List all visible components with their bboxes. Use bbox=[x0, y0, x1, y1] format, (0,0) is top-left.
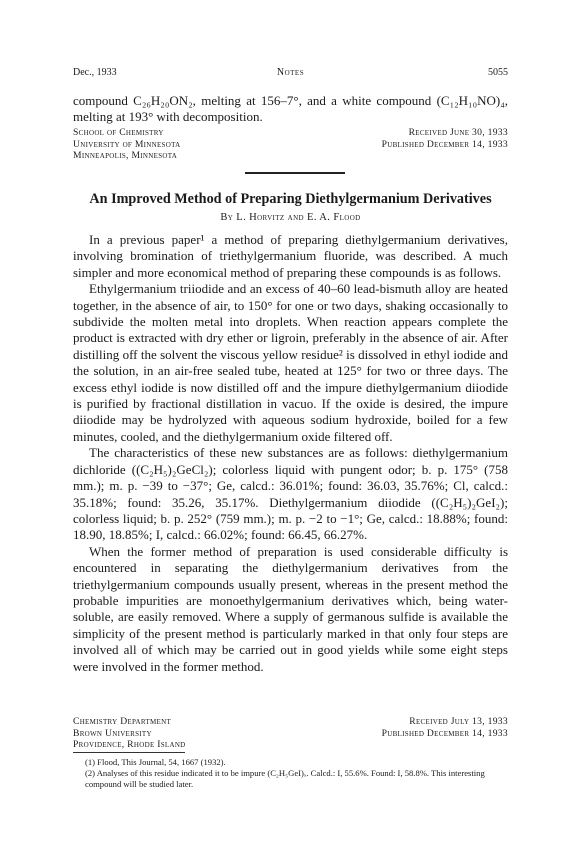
paragraph-4: When the former method of preparation is used considerable difficulty is encountered in separating the diethylgermanium derivatives from the triethylgermanium compounds usually present, whereas in the present method the probable impurities are monoethylgermanium derivatives which, being water-soluble, are easily removed. Where a supply of germanous sulfide is available the simplicity of the present method is particularly marked in that only four steps are involved all of which may be carried out in good yields while some eight steps were involved in the former method. bbox=[73, 543, 508, 674]
header-page-number: 5055 bbox=[488, 67, 508, 78]
article-byline: By L. Horvitz and E. A. Flood bbox=[220, 212, 361, 223]
affil-line-2: University of Minnesota bbox=[73, 138, 181, 150]
header-section: Notes bbox=[276, 67, 305, 78]
footnote-rule bbox=[73, 752, 185, 753]
article-title: An Improved Method of Preparing Diethylgermanium Derivatives bbox=[89, 191, 492, 207]
article-body bbox=[73, 232, 508, 675]
published-date: Published December 14, 1933 bbox=[381, 138, 508, 150]
footnote-1: (1) Flood, This Journal, 54, 1667 (1932). bbox=[85, 757, 226, 767]
footnotes bbox=[73, 757, 508, 790]
paragraph-2: Ethylgermanium triiodide and an excess of 40–60 lead-bismuth alloy are heated together, in the absence of air, to 150° for one or two days, shaking occasionally to subdivide the molten metal into droplets. When reaction appears complete the product is extracted with dry ether or ligroin, preferably in the absence of air. After distilling off the solvent the viscous yellow residue² is dissolved in ethyl iodide and the solution, in an air-free sealed tube, heated at 125° for two or three days. The excess ethyl iodide is now distilled off and the impure diethylgermanium diiodide is purified by fractional distillation in vacuo. If the oxide is desired, the impure diiodide may be hydrolyzed with aqueous sodium hydroxide, boiled for a few minutes, cooled, and the diethylgermanium oxide filtered off. bbox=[73, 281, 508, 444]
previous-note-carryover bbox=[73, 93, 508, 126]
footnote-2: (2) Analyses of this residue indicated it to be impure (C₂H₅GeI)ₓ. Calcd.: I, 55.6%. Found: I, 58.8%. This interesting compound will be studied later. bbox=[85, 768, 485, 789]
carryover-text: compound C₂₆H₂₀ON₂, melting at 156–7°, and a white compound (C₁₂H₁₀NO)₄, melting at 193° with decomposition. bbox=[73, 93, 508, 125]
previous-note-affiliation bbox=[73, 127, 508, 162]
header-date: Dec., 1933 bbox=[73, 67, 117, 78]
received-date: Received July 13, 1933 bbox=[409, 716, 508, 727]
paragraph-1: In a previous paper¹ a method of preparing diethylgermanium derivatives, involving bromination of triethylgermanium fluoride, was described. A much simpler and more economical method of preparing these compounds is as follows. bbox=[73, 232, 508, 280]
article-affiliation bbox=[73, 716, 508, 753]
affil-line-3: Minneapolis, Minnesota bbox=[73, 150, 178, 161]
paragraph-3: The characteristics of these new substances are as follows: diethylgermanium dichloride ((C₂H₅)₂GeCl₂); colorless liquid with pungent odor; b. p. 175° (758 mm.); m. p. −39 to −37°; Ge, calcd.: 36.01%; found: 36.03, 35.76%; Cl, calcd.: 35.18%; found: 35.26, 35.17%. Diethylgermanium diiodide ((C₂H₅)₂GeI₂); colorless liquid; b. p. 252° (759 mm.); m. p. −2 to −1°; Ge, calcd.: 18.88%; found: 18.90, 18.85%; I, calcd.: 66.02%; found: 66.45, 66.27%. bbox=[73, 445, 508, 543]
section-divider bbox=[245, 172, 345, 174]
published-date: Published December 14, 1933 bbox=[381, 727, 508, 739]
affil-line-1: Chemistry Department bbox=[73, 716, 172, 727]
affil-line-3: Providence, Rhode Island bbox=[73, 739, 186, 750]
affil-line-2: Brown University bbox=[73, 727, 152, 739]
running-head bbox=[73, 67, 508, 81]
received-date: Received June 30, 1933 bbox=[408, 127, 508, 138]
affil-line-1: School of Chemistry bbox=[73, 127, 164, 138]
